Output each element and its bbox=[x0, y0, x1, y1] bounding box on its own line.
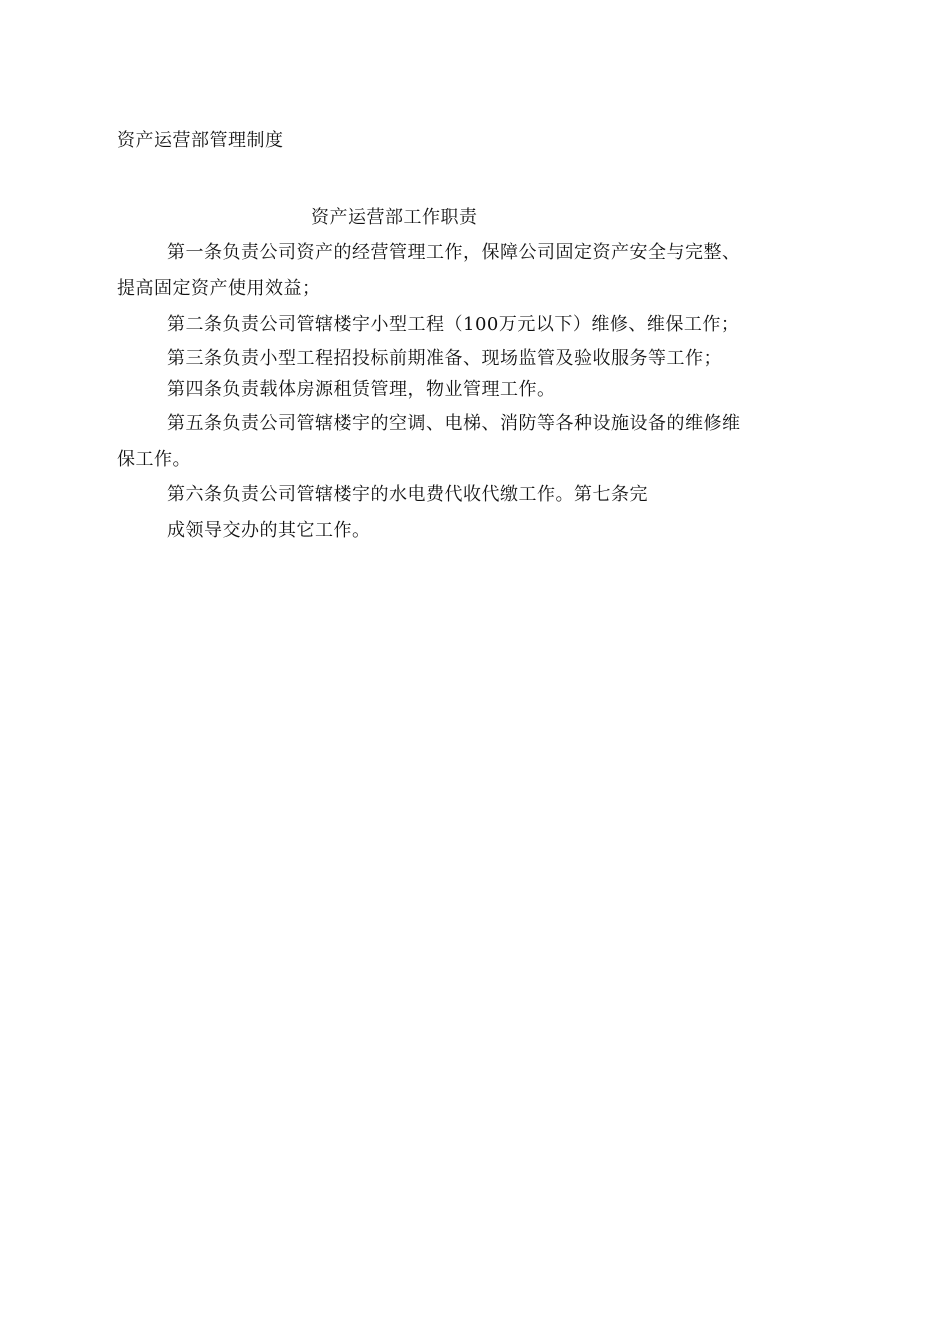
section-title: 资产运营部工作职责 bbox=[311, 207, 478, 228]
article-5-line-2: 保工作。 bbox=[117, 449, 191, 470]
article-5-line-1: 第五条负责公司管辖楼宇的空调、电梯、消防等各种设施设备的维修维 bbox=[167, 413, 741, 434]
article-1-line-1: 第一条负责公司资产的经营管理工作，保障公司固定资产安全与完整、 bbox=[167, 242, 741, 263]
article-3: 第三条负责小型工程招投标前期准备、现场监管及验收服务等工作； bbox=[167, 348, 722, 369]
article-2: 第二条负责公司管辖楼宇小型工程（100万元以下）维修、维保工作； bbox=[167, 314, 740, 335]
document-title: 资产运营部管理制度 bbox=[117, 130, 284, 151]
article-6: 第六条负责公司管辖楼宇的水电费代收代缴工作。第七条完 bbox=[167, 484, 648, 505]
article-7: 成领导交办的其它工作。 bbox=[167, 520, 371, 541]
article-1-line-2: 提高固定资产使用效益； bbox=[117, 278, 321, 299]
article-4: 第四条负责载体房源租赁管理，物业管理工作。 bbox=[167, 379, 556, 400]
